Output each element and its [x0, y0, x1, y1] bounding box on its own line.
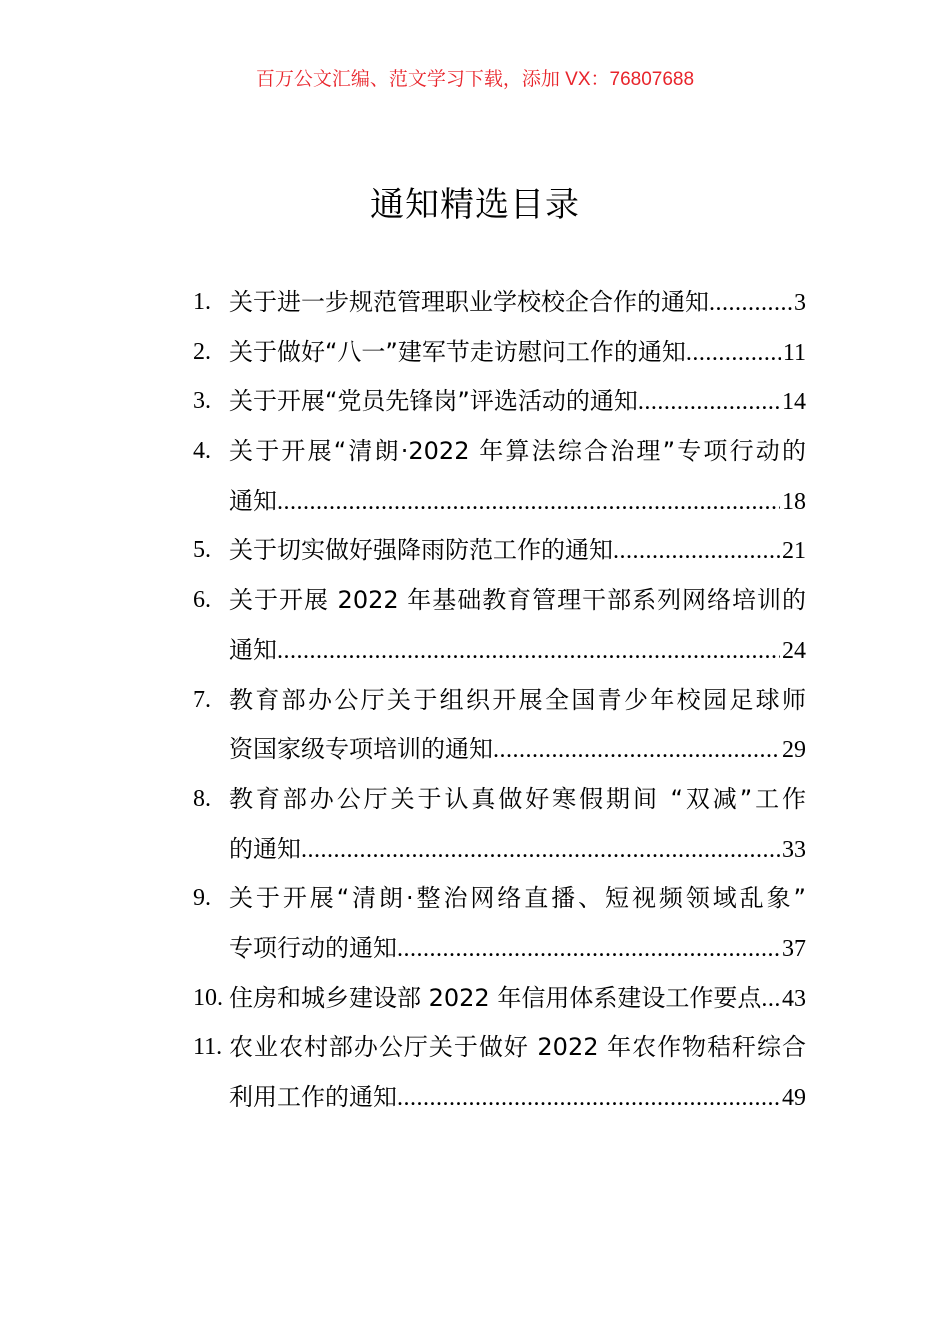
toc-entry-title: 的通知 [229, 834, 301, 863]
toc-dot-leader [709, 279, 792, 329]
toc-entry-line [193, 526, 806, 576]
toc-entry-body [229, 477, 806, 528]
toc-entry-title: 教育部办公厅关于组织开展全国青少年校园足球师 [229, 685, 806, 714]
document-title: 通知精选目录 [370, 186, 580, 224]
toc-entry-line [193, 427, 806, 477]
toc-entry-line [193, 874, 806, 924]
toc-entry-title: 利用工作的通知 [229, 1083, 397, 1111]
toc-entry-number: 5. [193, 537, 211, 564]
toc-entry-line [193, 676, 806, 726]
toc-page-number: 18 [782, 488, 806, 515]
toc-entry-body [229, 278, 806, 329]
toc-entry-title: 关于切实做好强降雨防范工作的通知 [229, 536, 613, 565]
toc-dot-leader [277, 627, 780, 677]
toc-entry-number: 11. [193, 1034, 223, 1061]
toc-entry-number: 6. [193, 587, 211, 614]
toc-entry-body [229, 775, 806, 825]
toc-entry-number: 7. [193, 686, 211, 713]
toc-entry-number: 1. [193, 289, 211, 315]
toc-page-number: 14 [782, 389, 806, 416]
toc-entry-line [193, 775, 806, 825]
toc-page-number: 24 [782, 637, 806, 664]
toc-entry-line [193, 377, 806, 427]
toc-entry-line [193, 974, 806, 1024]
toc-page-number: 11 [782, 339, 806, 366]
toc-entry-body [229, 1023, 806, 1073]
toc-entry-line [193, 328, 806, 378]
toc-entry-title: 关于开展 2022 年基础教育管理干部系列网络培训的 [229, 586, 806, 615]
toc-entry-body [229, 526, 806, 577]
toc-entry-title: 住房和城乡建设部 2022 年信用体系建设工作要点 [229, 983, 762, 1012]
toc-entry-title: 通知 [229, 635, 277, 664]
toc-entry-line [193, 1073, 806, 1123]
toc-entry-body [229, 924, 806, 975]
toc-entry-line [193, 924, 806, 974]
toc-page-number: 37 [782, 935, 806, 962]
toc-entry-body [229, 626, 806, 677]
toc-entry-body [229, 825, 806, 876]
toc-entry-title: 农业农村部办公厅关于做好 2022 年农作物秸秆综合 [229, 1033, 806, 1062]
toc-entry-title: 资国家级专项培训的通知 [229, 735, 493, 764]
toc-entry-title: 教育部办公厅关于认真做好寒假期间 “双减”工作 [229, 784, 806, 813]
toc-dot-leader [686, 329, 781, 379]
toc-page-number: 43 [782, 985, 806, 1012]
toc-entry-body [229, 676, 806, 726]
toc-dot-leader [493, 726, 780, 776]
toc-entry-line [193, 477, 806, 527]
toc-dot-leader [301, 826, 780, 876]
toc-entry-number: 2. [193, 338, 211, 365]
toc-entry-body [229, 874, 806, 924]
toc-entry-number: 8. [193, 785, 211, 812]
toc-dot-leader [761, 975, 780, 1025]
toc-entry-body [229, 427, 806, 477]
toc-entry-line [193, 725, 806, 775]
toc-entry-body [229, 328, 806, 379]
toc-entry-title: 关于开展“清朗·2022 年算法综合治理”专项行动的 [229, 437, 806, 466]
toc-entry-body [229, 974, 806, 1025]
toc-dot-leader [397, 1074, 780, 1124]
toc-entry-number: 3. [193, 388, 211, 415]
toc-entry-body [229, 1073, 806, 1124]
toc-dot-leader [277, 478, 780, 528]
toc-entry-number: 10. [193, 984, 223, 1011]
table-of-contents [193, 278, 806, 1123]
toc-entry-body [229, 377, 806, 428]
toc-entry-line [193, 576, 806, 626]
toc-entry-line [193, 1023, 806, 1073]
toc-entry-title: 关于进一步规范管理职业学校校企合作的通知 [229, 288, 709, 316]
toc-dot-leader [613, 527, 780, 577]
toc-page-number: 3 [794, 290, 806, 316]
toc-page-number: 49 [782, 1085, 806, 1111]
toc-entry-body [229, 725, 806, 776]
toc-dot-leader [397, 925, 780, 975]
toc-entry-line [193, 825, 806, 875]
toc-entry-number: 9. [193, 885, 211, 912]
toc-entry-number: 4. [193, 438, 211, 465]
toc-page-number: 21 [782, 538, 806, 565]
toc-dot-leader [638, 378, 780, 428]
toc-entry-title: 关于做好“八一”建军节走访慰问工作的通知 [229, 337, 686, 366]
toc-page-number: 33 [782, 836, 806, 863]
toc-entry-title: 专项行动的通知 [229, 933, 397, 962]
toc-entry-title: 关于开展“清朗·整治网络直播、短视频领域乱象” [229, 884, 806, 913]
header-watermark-note: 百万公文汇编、范文学习下载，添加 VX：76807688 [255, 69, 695, 90]
toc-entry-body [229, 576, 806, 626]
toc-entry-line [193, 278, 806, 328]
toc-entry-title: 通知 [229, 486, 277, 515]
toc-page-number: 29 [782, 737, 806, 764]
toc-entry-title: 关于开展“党员先锋岗”评选活动的通知 [229, 387, 638, 416]
toc-entry-line [193, 626, 806, 676]
